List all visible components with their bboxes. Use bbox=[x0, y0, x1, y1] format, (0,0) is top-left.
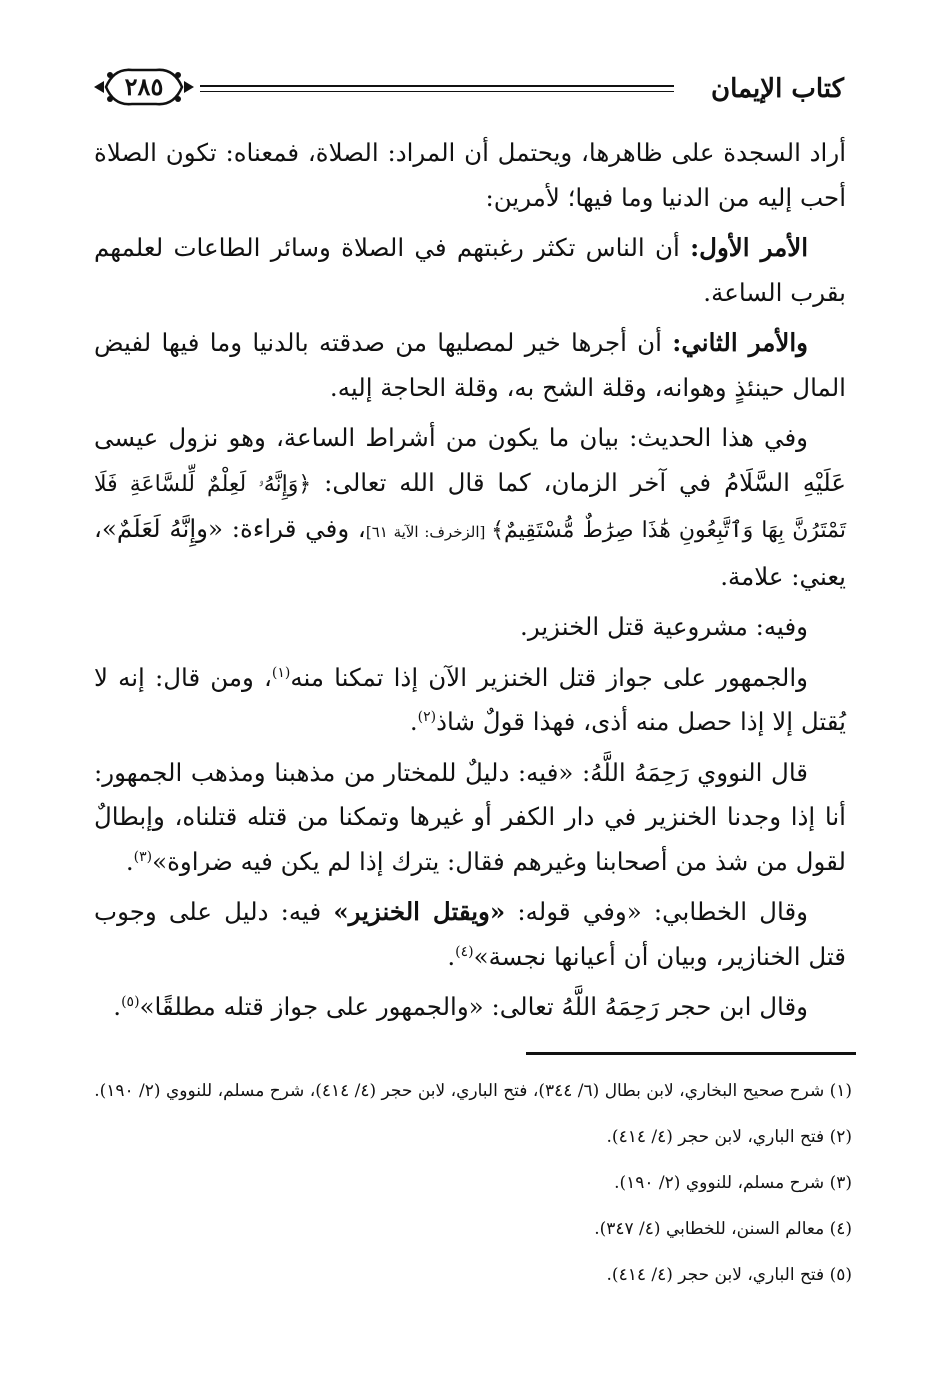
footnote: (١) شرح صحيح البخاري، لابن بطال (٦/ ٣٤٤)، فتح الباري، لابن حجر (٤/ ٤١٤)، شرح مسلم، للنووي (٢/ ١٩٠). bbox=[94, 1081, 852, 1101]
paragraph-text: ، ومن قال: إنه لا يُقتل إلا إذا حصل منه أذى، فهذا قولٌ شاذ bbox=[94, 662, 846, 736]
paragraph bbox=[94, 751, 846, 885]
footnote-marker[interactable]: (٥) bbox=[121, 993, 140, 1010]
point-heading: والأمر الثاني: bbox=[672, 328, 808, 357]
header-rule bbox=[200, 85, 674, 92]
paragraph-text: وفيه: مشروعية قتل الخنزير. bbox=[520, 612, 808, 641]
page-header bbox=[92, 62, 844, 122]
hadith-quote: «ويقتل الخنزير» bbox=[333, 897, 506, 926]
verse-reference: [الزخرف: الآية ٦١] bbox=[365, 523, 492, 541]
paragraph-text: أن الناس تكثر رغبتهم في الصلاة وسائر الطاعات لعلمهم بقرب الساعة. bbox=[94, 233, 846, 307]
footnote: (٤) معالم السنن، للخطابي (٤/ ٣٤٧). bbox=[594, 1219, 852, 1239]
paragraph bbox=[94, 226, 846, 315]
paragraph bbox=[94, 131, 846, 220]
paragraph-text: وقال ابن حجر رَحِمَهُ اللَّهُ تعالى: «والجمهور على جواز قتله مطلقًا» bbox=[139, 992, 808, 1021]
footnote-marker[interactable]: (٢) bbox=[417, 708, 437, 725]
footnote: (٢) فتح الباري، لابن حجر (٤/ ٤١٤). bbox=[606, 1127, 852, 1147]
paragraph bbox=[94, 321, 846, 410]
point-heading: الأمر الأول: bbox=[690, 233, 808, 262]
chapter-title: كتاب الإيمان bbox=[710, 74, 844, 104]
paragraph bbox=[94, 656, 846, 745]
footnote: (٥) فتح الباري، لابن حجر (٤/ ٤١٤). bbox=[606, 1265, 852, 1285]
paragraph-text: أراد السجدة على ظاهرها، ويحتمل أن المراد: الصلاة، فمعناه: تكون الصلاة أحب إليه من الدنيا وما فيها؛ لأمرين: bbox=[94, 138, 846, 212]
main-text bbox=[94, 131, 846, 1036]
paragraph-text: . bbox=[447, 941, 456, 971]
footnote-marker[interactable]: (٣) bbox=[133, 848, 153, 865]
paragraph-text: . bbox=[113, 992, 122, 1021]
footnote-marker[interactable]: (٤) bbox=[455, 943, 474, 960]
footnote-marker[interactable]: (١) bbox=[271, 664, 291, 681]
paragraph-text: . bbox=[409, 707, 418, 736]
paragraph bbox=[94, 605, 846, 650]
paragraph-text: أن أجرها خير لمصليها من صدقته بالدنيا وما فيها لفيض المال حينئذٍ وهوانه، وقلة الشح به، وقلة الحاجة إليه. bbox=[94, 328, 846, 402]
paragraph bbox=[94, 416, 846, 599]
paragraph-text: . bbox=[125, 846, 134, 876]
footnotes bbox=[88, 1073, 852, 1303]
quran-verse: ﴿وَإِنَّهُۥ لَعِلْمٌ لِّلسَّاعَةِ فَلَا تَمْتَرُنَّ بِهَا وَٱتَّبِعُونِ هَٰذَا صِرَٰطٌ مُّسْتَقِيمٌ﴾ bbox=[94, 471, 846, 543]
paragraph bbox=[94, 985, 846, 1030]
paragraph-text: فيه: دليل على وجوب قتل الخنازير، وبيان أن أعيانها نجسة» bbox=[94, 897, 846, 971]
page-number: ٢٨٥ bbox=[124, 72, 164, 101]
paragraph-text: وفي هذا الحديث: بيان ما يكون من أشراط الساعة، وهو نزول عيسى عَلَيْهِ السَّلَامُ في آخر الزمان، كما قال الله تعالى: bbox=[94, 423, 846, 497]
paragraph-text: قال النووي رَحِمَهُ اللَّهُ: «فيه: دليلٌ للمختار من مذهبنا ومذهب الجمهور: أنا إذا وجدنا الخنزير في دار الكفر أو غيرها وتمكنا من قتله قتلناه، وإبطالٌ لقول من شذ من أصحابنا وغيرهم فقال: يترك إذا لم يكن فيه ضراوة» bbox=[94, 757, 846, 876]
paragraph-text: والجمهور على جواز قتل الخنزير الآن إذا تمكنا منه bbox=[290, 662, 808, 692]
footnote: (٣) شرح مسلم، للنووي (٢/ ١٩٠). bbox=[614, 1173, 852, 1193]
paragraph-text: ، وفي قراءة: «وإِنَّهُ لَعَلَمٌ»، يعني: علامة. bbox=[94, 514, 846, 591]
footnote-separator bbox=[526, 1052, 856, 1055]
paragraph bbox=[94, 890, 846, 979]
paragraph-text: وقال الخطابي: «وفي قوله: bbox=[505, 897, 808, 926]
page-number-ornament bbox=[92, 62, 196, 112]
